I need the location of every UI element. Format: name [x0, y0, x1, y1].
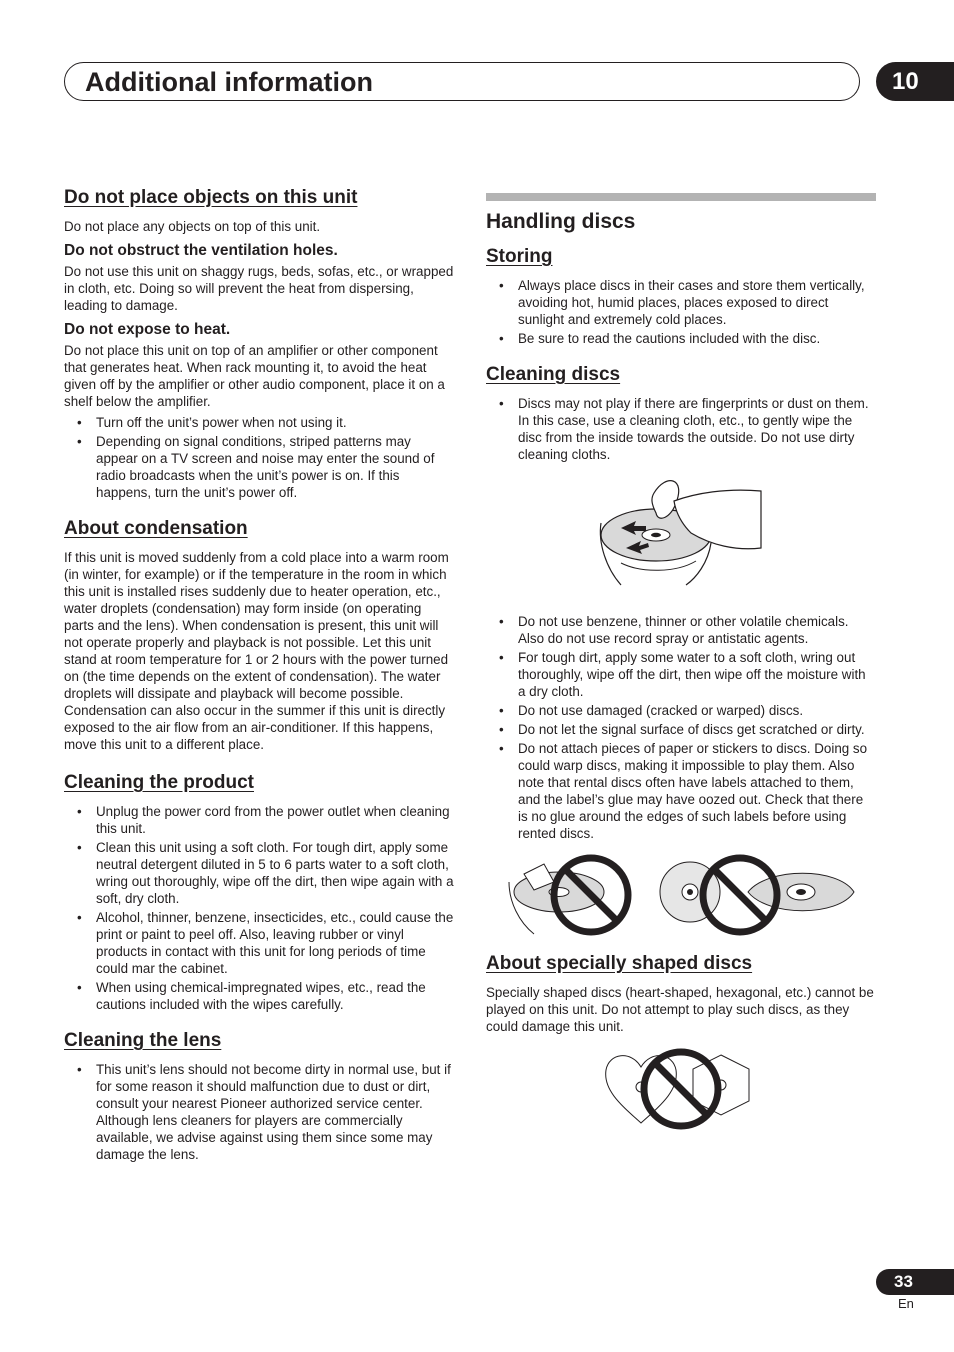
list-item: • Do not use benzene, thinner or other volatile chemicals. Also do not use record spray or antistatic agents. — [486, 613, 876, 647]
list-item: • Do not attach pieces of paper or stickers to discs. Doing so could warp discs, making it impossible to play them. Also note that rental discs often have labels attached to them, and the label’s glue may have oozed out. Check that there is no glue around the edges of such labels before using rented discs. — [486, 740, 876, 842]
cleaning-lens-bullets — [64, 1061, 454, 1163]
heading-condensation: About condensation — [64, 518, 248, 539]
condensation-text: If this unit is moved suddenly from a cold place into a warm room (in winter, for example) or if the temperature in the room in which this unit is installed rises suddenly due to heater operation, etc., water droplets (condensation) may form inside (on operating parts and the lens). When condensation is present, this unit will not operate properly and playback is not possible. Let this unit stand at room temperature for 1 or 2 hours with the power turned on (the time depends on the extent of condensation). The water droplets will dissipate and playback will become possible. Condensation can also occur in the summer if this unit is directly exposed to the air flow from an air-conditioner. If this happens, move this unit to a different place. — [64, 550, 449, 752]
heading-shaped-discs: About specially shaped discs — [486, 953, 753, 974]
list-item: • Do not let the signal surface of discs get scratched or dirty. — [486, 721, 876, 738]
ventilation-text: Do not use this unit on shaggy rugs, beds, sofas, etc., or wrapped in cloth, etc. Doing so will prevent the heat from dispersing, leading to damage. — [64, 264, 454, 313]
no-shaped-disc-icon — [601, 1045, 761, 1135]
prohibited-illustrations — [486, 852, 876, 938]
list-item: • Clean this unit using a soft cloth. For tough dirt, apply some neutral detergent diluted in 5 to 6 parts water to a soft cloth, wring out thoroughly, wipe off the dirt, then wipe again with a soft, dry cloth. — [64, 839, 454, 907]
page-title: Additional information — [85, 67, 373, 97]
list-item: • Depending on signal conditions, striped patterns may appear on a TV screen and noise may enter the sound of radio broadcasts when the unit’s power is on. If this happens, turn the unit’s power off. — [64, 433, 454, 501]
heading-ventilation: Do not obstruct the ventilation holes. — [64, 242, 338, 259]
heading-cleaning-discs: Cleaning discs — [486, 364, 621, 385]
list-item: • Always place discs in their cases and store them vertically, avoiding hot, humid places, places exposed to direct sunlight and extremely cold places. — [486, 277, 876, 328]
heading-handling-discs: Handling discs — [486, 210, 636, 233]
list-item: • Discs may not play if there are fingerprints or dust on them. In this case, use a cleaning cloth, etc., to gently wipe the disc from the inside towards the outside. Do not use dirty cleaning cloths. — [486, 395, 876, 463]
right-column — [486, 193, 876, 1145]
cleaning-discs-bullets-bottom — [486, 613, 876, 842]
chapter-number: 10 — [876, 62, 954, 101]
disc-wiping-illustration — [596, 473, 766, 593]
section-bar — [486, 193, 876, 201]
cleaning-discs-bullets-top — [486, 395, 876, 463]
storing-bullets — [486, 277, 876, 347]
heading-storing: Storing — [486, 246, 553, 267]
heading-cleaning-lens: Cleaning the lens — [64, 1030, 222, 1051]
heading-heat: Do not expose to heat. — [64, 321, 231, 338]
shaped-discs-text: Specially shaped discs (heart-shaped, hexagonal, etc.) cannot be played on this unit. Do not attempt to play such discs, as they could damage this unit. — [486, 985, 874, 1034]
heat-text: Do not place this unit on top of an amplifier or other component that generates heat. When rack mounting it, to avoid the heat given off by the amplifier or other audio component, place it on a shelf below the amplifier. — [64, 343, 445, 409]
list-item: • For tough dirt, apply some water to a soft cloth, wring out thoroughly, wipe off the dirt, then wipe off the moisture with a dry cloth. — [486, 649, 876, 700]
left-column — [64, 186, 454, 1165]
cleaning-product-bullets — [64, 803, 454, 1013]
objects-intro: Do not place any objects on top of this unit. — [64, 219, 321, 234]
list-item: • This unit’s lens should not become dirty in normal use, but if for some reason it should malfunction due to dust or dirt, consult your nearest Pioneer authorized service center. Although lens cleaners for players are commercially available, we advise against using them since some may damage the lens. — [64, 1061, 454, 1163]
language-code: En — [898, 1296, 914, 1311]
no-warped-disc-icon — [658, 852, 858, 938]
heading-objects: Do not place objects on this unit — [64, 187, 358, 208]
objects-bullets — [64, 414, 454, 501]
list-item: • Alcohol, thinner, benzene, insecticides, etc., could cause the print or paint to peel off. Also, leaving rubber or vinyl products in contact with this unit for long periods of time could mar the cabinet. — [64, 909, 454, 977]
list-item: • Turn off the unit’s power when not using it. — [64, 414, 454, 431]
list-item: • Do not use damaged (cracked or warped) discs. — [486, 702, 876, 719]
list-item: • Unplug the power cord from the power outlet when cleaning this unit. — [64, 803, 454, 837]
list-item: • Be sure to read the cautions included with the disc. — [486, 330, 876, 347]
no-sticker-icon — [504, 852, 634, 938]
heading-cleaning-product: Cleaning the product — [64, 772, 254, 793]
list-item: • When using chemical-impregnated wipes, etc., read the cautions included with the wipes carefully. — [64, 979, 454, 1013]
page-number: 33 — [876, 1269, 954, 1295]
